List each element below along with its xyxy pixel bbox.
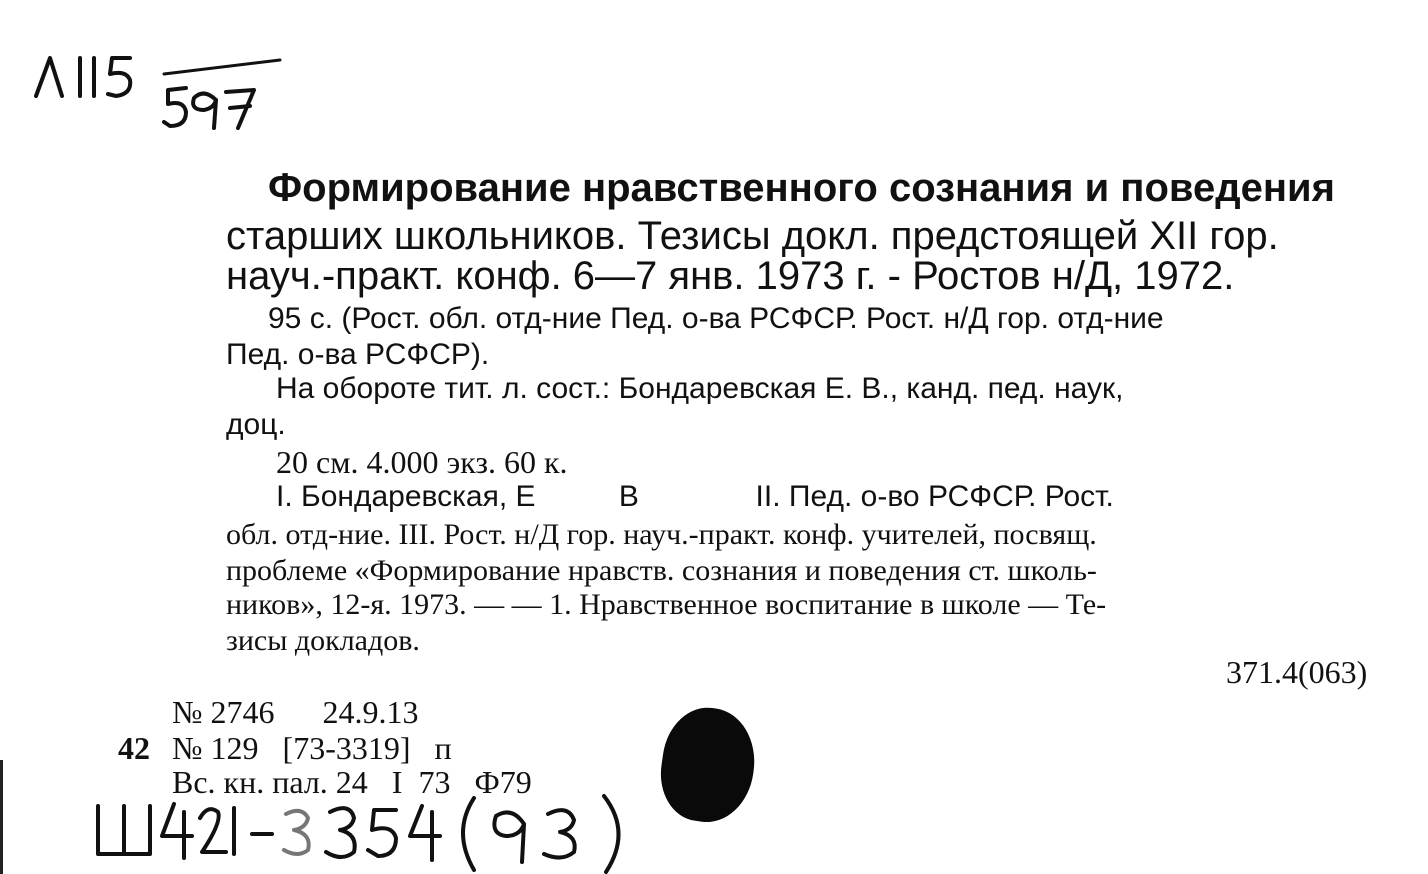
title-line-1: Формирование нравственного сознания и поведения: [268, 166, 1335, 210]
title-line-3: науч.-практ. конф. 6—7 янв. 1973 г. - Ростов н/Д, 1972.: [226, 254, 1235, 298]
publication-line-2: Пед. о-ва РСФСР).: [226, 338, 490, 371]
handwritten-top-code: [28, 50, 298, 140]
compiler-note-line-1: На обороте тит. л. сост.: Бондаревская Е. В., канд. пед. наук,: [276, 372, 1124, 405]
format-line: 20 см. 4.000 экз. 60 к.: [276, 444, 568, 480]
handwritten-bottom-code: [92, 792, 652, 874]
tracings-line-2: обл. отд-ние. III. Рост. н/Д гор. науч.-практ. конф. учителей, посвящ.: [226, 518, 1097, 551]
tracings-line-1: I. Бондаревская, Е В II. Пед. о-во РСФСР. Рост.: [276, 480, 1114, 513]
classification-code: 371.4(063): [1226, 654, 1368, 690]
registry-prefix-number: 42: [118, 730, 150, 766]
publication-line-1: 95 с. (Рост. обл. отд-ние Пед. о-ва РСФСР. Рост. н/Д гор. отд-ние: [268, 302, 1164, 335]
tracings-line-3: проблеме «Формирование нравств. сознания и поведения ст. школь-: [226, 554, 1097, 587]
registry-line-2: № 129 [73-3319] п: [172, 730, 452, 766]
registry-line-3: Вс. кн. пал. 24 I 73 Ф79: [172, 764, 532, 800]
tracings-line-5: зисы докладов.: [226, 624, 420, 657]
registry-line-1: № 2746 24.9.13: [172, 694, 419, 730]
title-line-2: старших школьников. Тезисы докл. предстоящей XII гор.: [226, 214, 1279, 258]
card-edge-mark: [0, 760, 3, 874]
compiler-note-line-2: доц.: [226, 408, 286, 441]
ink-blot: [655, 702, 762, 828]
tracings-line-4: ников», 12-я. 1973. — — 1. Нравственное воспитание в школе — Те-: [226, 588, 1107, 621]
